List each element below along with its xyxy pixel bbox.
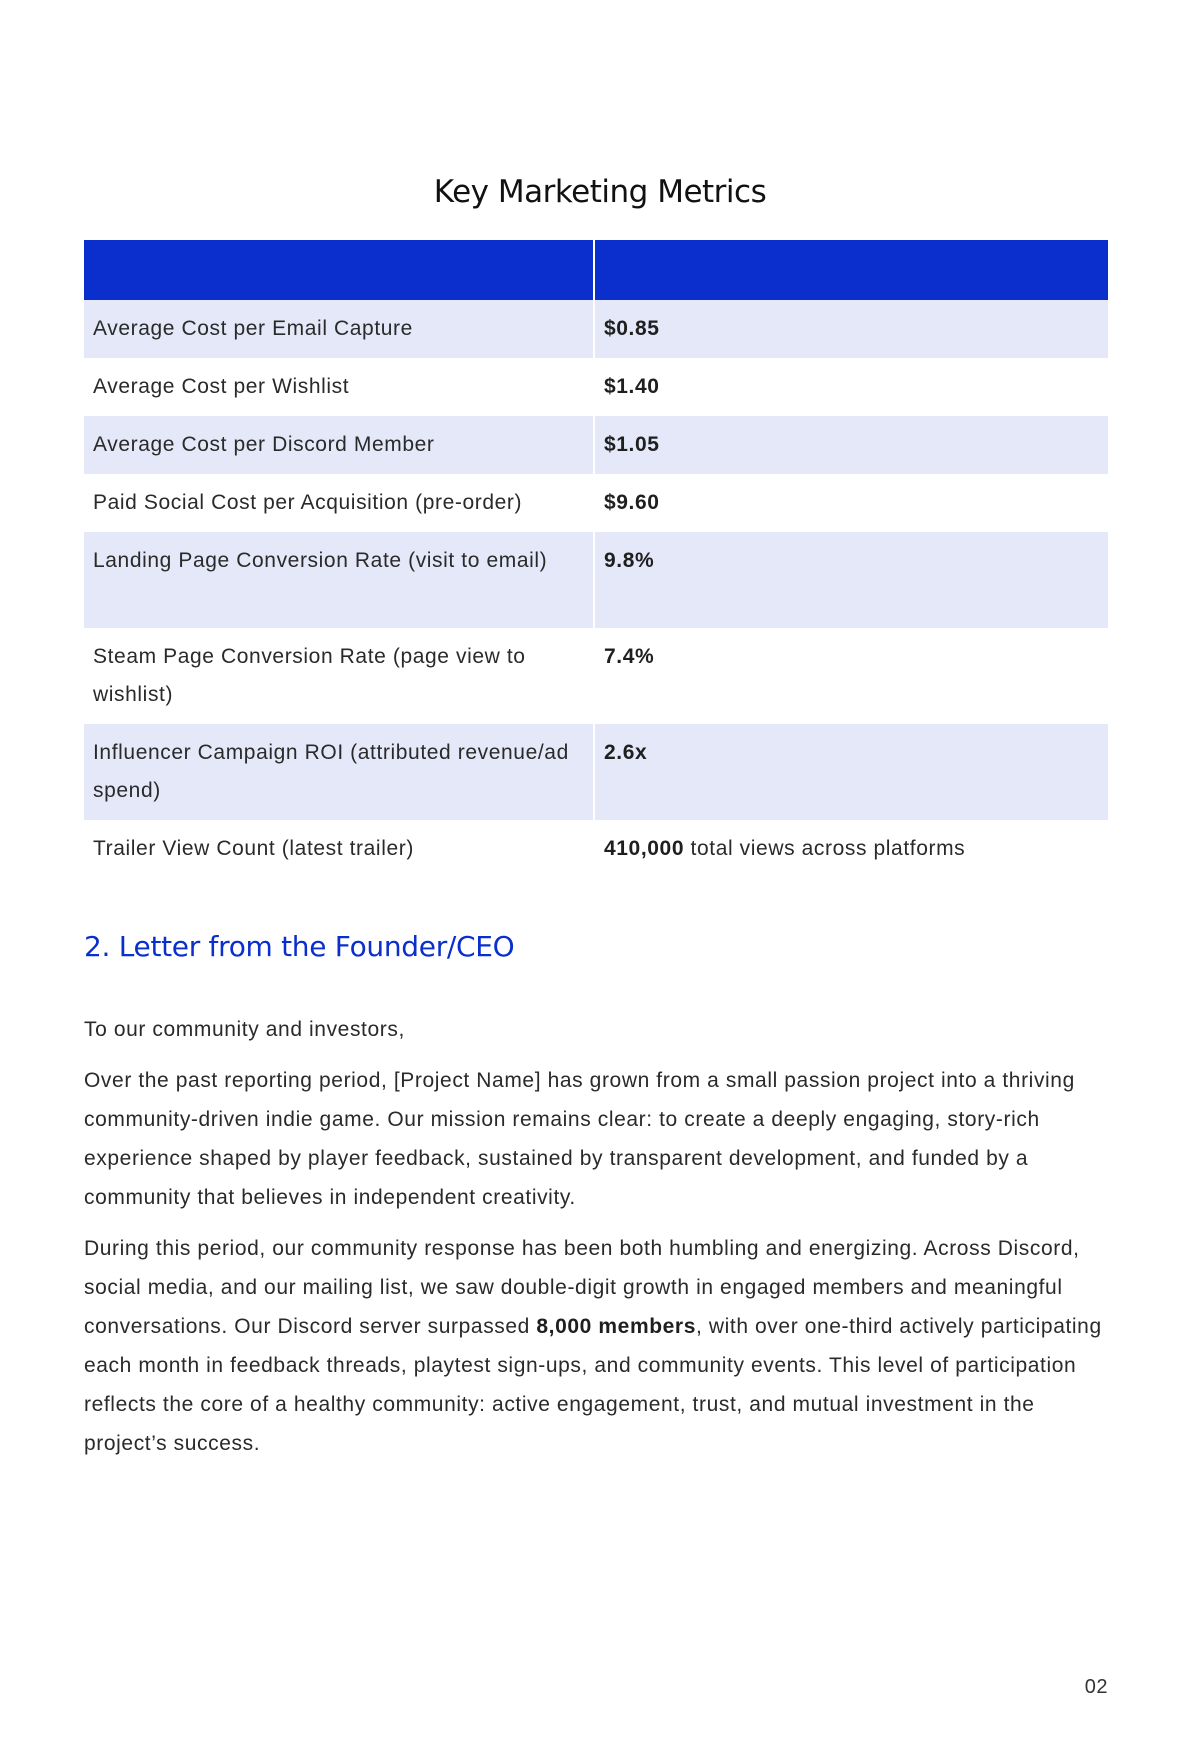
metric-value: 7.4% <box>604 645 655 668</box>
founder-letter <box>84 1010 1114 1475</box>
table-header-cell-metric <box>84 240 594 300</box>
letter-text: , with over one-third actively participating each month in feedback threads, playtest sign-ups, and community events. This level of participation reflects the core of a healthy community: active engagement, trust, and mutual investment in the project’s success. <box>84 1315 1102 1455</box>
metric-value: 9.8% <box>604 549 655 572</box>
metric-label: Landing Page Conversion Rate (visit to email) <box>84 532 594 628</box>
metric-value-cell <box>594 724 1108 820</box>
metric-value-cell <box>594 628 1108 724</box>
metric-value: $1.05 <box>604 433 660 456</box>
table-title: Key Marketing Metrics <box>433 174 767 210</box>
metric-value: $0.85 <box>604 317 660 340</box>
table-row <box>84 358 1108 416</box>
metric-value: 2.6x <box>604 741 648 764</box>
metric-label: Steam Page Conversion Rate (page view to wishlist) <box>84 628 594 724</box>
table-row <box>84 416 1108 474</box>
metric-label: Influencer Campaign ROI (attributed revenue/ad spend) <box>84 724 594 820</box>
metric-label: Average Cost per Discord Member <box>84 416 594 474</box>
metric-value-cell <box>594 474 1108 532</box>
table-row <box>84 628 1108 724</box>
metric-value-cell <box>594 416 1108 474</box>
table-row <box>84 724 1108 820</box>
table-row <box>84 474 1108 532</box>
table-row <box>84 300 1108 358</box>
metrics-table <box>84 240 1108 878</box>
table-row <box>84 532 1108 628</box>
table-header-cell-value <box>594 240 1108 300</box>
letter-paragraph: Over the past reporting period, [Project Name] has grown from a small passion project into a thriving community-driven indie game. Our mission remains clear: to create a deeply engaging, story-rich experience shaped by player feedback, sustained by transparent development, and funded by a community that believes in independent creativity. <box>84 1069 1075 1209</box>
letter-highlight: 8,000 members <box>536 1315 696 1338</box>
metric-value-cell <box>594 532 1108 628</box>
metric-value: $9.60 <box>604 491 660 514</box>
table-row <box>84 820 1108 878</box>
metric-label: Average Cost per Email Capture <box>84 300 594 358</box>
metric-note: total views across platforms <box>684 837 966 860</box>
metric-value-cell <box>594 820 1108 878</box>
letter-text: During this period, our community response has been both humbling and energizing. Across Discord, social media, and our mailing list, we saw double-digit growth in engaged members and meaningful conversations. Our Discord server surpassed <box>84 1237 1080 1338</box>
letter-salutation: To our community and investors, <box>84 1018 405 1041</box>
metric-value-cell <box>594 358 1108 416</box>
metric-value-cell <box>594 300 1108 358</box>
metric-value: $1.40 <box>604 375 660 398</box>
page-number: 02 <box>1084 1676 1108 1698</box>
table-header-row <box>84 240 1108 300</box>
metric-label: Trailer View Count (latest trailer) <box>84 820 594 878</box>
metric-value: 410,000 <box>604 837 685 860</box>
metric-label: Average Cost per Wishlist <box>84 358 594 416</box>
section-heading: 2. Letter from the Founder/CEO <box>84 930 515 963</box>
letter-paragraph <box>84 1229 1114 1463</box>
metric-label: Paid Social Cost per Acquisition (pre-order) <box>84 474 594 532</box>
